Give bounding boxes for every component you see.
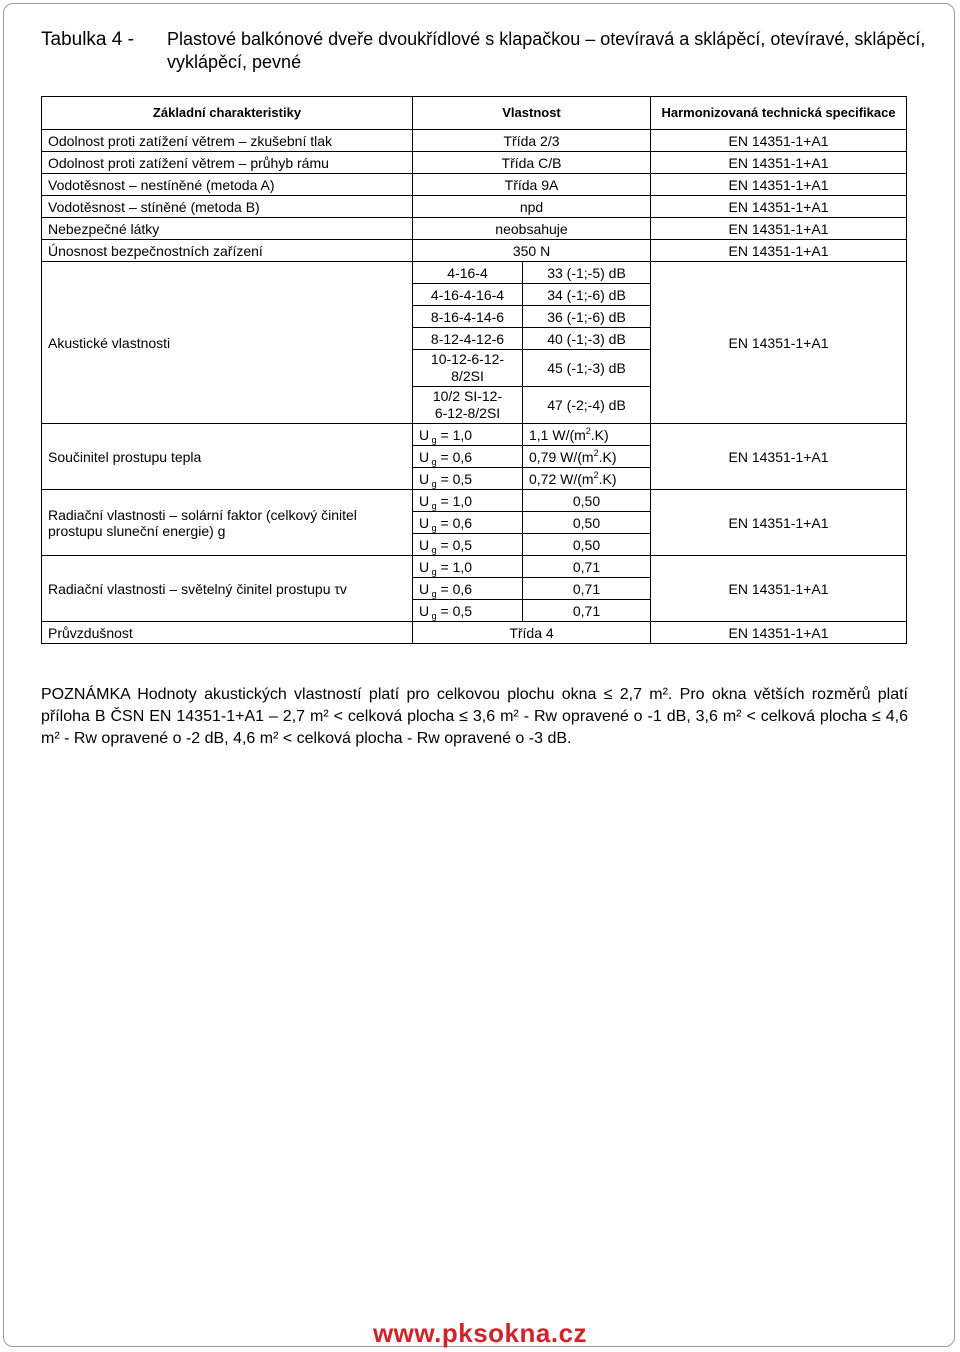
ug-number: = 1,0	[436, 492, 473, 509]
acoustic-name: Akustické vlastnosti	[42, 262, 413, 424]
ug-number: = 0,6	[436, 448, 473, 465]
header-spec: Harmonizovaná technická specifikace	[651, 97, 907, 130]
light-row	[42, 556, 907, 578]
ug-symbol: U	[419, 536, 430, 553]
ug-subscript: g	[429, 434, 437, 445]
ug-number: = 0,5	[436, 536, 473, 553]
solar-value: 0,50	[523, 490, 651, 512]
acoustic-spec: EN 14351-1+A1	[651, 262, 907, 424]
characteristic-name: Únosnost bezpečnostních zařízení	[42, 240, 413, 262]
thermal-spec: EN 14351-1+A1	[651, 424, 907, 490]
exponent: 2	[585, 425, 591, 436]
table-row	[42, 130, 907, 152]
acoustic-value: 34 (-1;-6) dB	[523, 284, 651, 306]
acoustic-value: 40 (-1;-3) dB	[523, 328, 651, 350]
property-value: Třída 9A	[413, 174, 651, 196]
characteristic-name: Vodotěsnost – nestíněné (metoda A)	[42, 174, 413, 196]
solar-row	[42, 490, 907, 512]
ug-value	[413, 468, 523, 490]
property-value: neobsahuje	[413, 218, 651, 240]
header-characteristic: Základní charakteristiky	[42, 97, 413, 130]
ug-number: = 0,6	[436, 580, 473, 597]
header-property: Vlastnost	[413, 97, 651, 130]
table-title: Plastové balkónové dveře dvoukřídlové s klapačkou – otevíravá a sklápěcí, otevíravé, sklápěcí, vyklápěcí, pevné	[167, 29, 926, 72]
table-row	[42, 174, 907, 196]
property-value: npd	[413, 196, 651, 218]
table-row	[42, 240, 907, 262]
characteristic-name: Nebezpečné látky	[42, 218, 413, 240]
spec-value: EN 14351-1+A1	[651, 152, 907, 174]
table-row	[42, 152, 907, 174]
ug-number: = 0,5	[436, 470, 473, 487]
thermal-unit-tail: .K)	[598, 448, 617, 465]
exponent: 2	[593, 447, 599, 458]
glazing-composition: 8-16-4-14-6	[413, 306, 523, 328]
ug-symbol: U	[419, 602, 430, 619]
acoustic-value: 45 (-1;-3) dB	[523, 350, 651, 387]
air-name: Průvzdušnost	[42, 622, 413, 644]
ug-number: = 0,5	[436, 602, 473, 619]
thermal-name: Součinitel prostupu tepla	[42, 424, 413, 490]
ug-number: = 1,0	[436, 426, 473, 443]
spec-value: EN 14351-1+A1	[651, 240, 907, 262]
air-spec: EN 14351-1+A1	[651, 622, 907, 644]
air-row	[42, 622, 907, 644]
spec-value: EN 14351-1+A1	[651, 218, 907, 240]
ug-subscript: g	[429, 478, 437, 489]
thermal-row	[42, 424, 907, 446]
ug-subscript: g	[429, 566, 437, 577]
spec-value: EN 14351-1+A1	[651, 196, 907, 218]
ug-value	[413, 556, 523, 578]
thermal-number: 1,1 W/(m	[529, 426, 586, 443]
ug-symbol: U	[419, 448, 430, 465]
property-value: Třída 2/3	[413, 130, 651, 152]
acoustic-value: 47 (-2;-4) dB	[523, 387, 651, 424]
ug-symbol: U	[419, 492, 430, 509]
spec-value: EN 14351-1+A1	[651, 174, 907, 196]
ug-number: = 1,0	[436, 558, 473, 575]
exponent: 2	[593, 469, 599, 480]
ug-value	[413, 490, 523, 512]
ug-subscript: g	[429, 588, 437, 599]
light-value: 0,71	[523, 556, 651, 578]
table-number: Tabulka 4 -	[41, 29, 134, 50]
characteristic-name: Odolnost proti zatížení větrem – zkušební tlak	[42, 130, 413, 152]
solar-spec: EN 14351-1+A1	[651, 490, 907, 556]
acoustic-value: 33 (-1;-5) dB	[523, 262, 651, 284]
ug-symbol: U	[419, 426, 430, 443]
property-value: Třída C/B	[413, 152, 651, 174]
specification-table	[41, 96, 907, 644]
ug-value	[413, 600, 523, 622]
glazing-composition: 4-16-4	[413, 262, 523, 284]
glazing-composition: 10-12-6-12-8/2SI	[413, 350, 523, 387]
ug-subscript: g	[429, 500, 437, 511]
spec-value: EN 14351-1+A1	[651, 130, 907, 152]
ug-subscript: g	[429, 456, 437, 467]
property-value: 350 N	[413, 240, 651, 262]
thermal-value	[523, 424, 651, 446]
ug-subscript: g	[429, 610, 437, 621]
ug-subscript: g	[429, 544, 437, 555]
thermal-number: 0,79 W/(m	[529, 448, 594, 465]
air-value: Třída 4	[413, 622, 651, 644]
thermal-unit-tail: .K)	[598, 470, 617, 487]
table-row	[42, 196, 907, 218]
light-spec: EN 14351-1+A1	[651, 556, 907, 622]
thermal-unit-tail: .K)	[590, 426, 609, 443]
solar-value: 0,50	[523, 534, 651, 556]
glazing-composition: 4-16-4-16-4	[413, 284, 523, 306]
ug-symbol: U	[419, 558, 430, 575]
glazing-composition: 10/2 SI-12-6-12-8/2SI	[413, 387, 523, 424]
thermal-number: 0,72 W/(m	[529, 470, 594, 487]
light-name: Radiační vlastnosti – světelný činitel prostupu τv	[42, 556, 413, 622]
ug-value	[413, 424, 523, 446]
ug-number: = 0,6	[436, 514, 473, 531]
characteristic-name: Vodotěsnost – stíněné (metoda B)	[42, 196, 413, 218]
ug-subscript: g	[429, 522, 437, 533]
solar-value: 0,50	[523, 512, 651, 534]
table-row	[42, 218, 907, 240]
table-header-row	[42, 97, 907, 130]
light-value: 0,71	[523, 578, 651, 600]
thermal-value	[523, 468, 651, 490]
footer-website[interactable]: www.pksokna.cz	[372, 1318, 588, 1348]
ug-value	[413, 534, 523, 556]
ug-value	[413, 446, 523, 468]
thermal-value	[523, 446, 651, 468]
note-paragraph: POZNÁMKA Hodnoty akustických vlastností platí pro celkovou plochu okna ≤ 2,7 m². Pro okna větších rozměrů platí příloha B ČSN EN 14351-1+A1 – 2,7 m² < celková plocha ≤ 3,6 m² - Rw opravené o -1 dB, 3,6 m² < celková plocha ≤ 4,6 m² - Rw opravené o -2 dB, 4,6 m² < celková plocha - Rw opravené o -3 dB.	[41, 686, 908, 747]
ug-symbol: U	[419, 514, 430, 531]
solar-name: Radiační vlastnosti – solární faktor (celkový činitel prostupu sluneční energie) g	[42, 490, 413, 556]
ug-symbol: U	[419, 580, 430, 597]
light-value: 0,71	[523, 600, 651, 622]
glazing-composition: 8-12-4-12-6	[413, 328, 523, 350]
ug-symbol: U	[419, 470, 430, 487]
acoustic-value: 36 (-1;-6) dB	[523, 306, 651, 328]
ug-value	[413, 578, 523, 600]
characteristic-name: Odolnost proti zatížení větrem – průhyb rámu	[42, 152, 413, 174]
ug-value	[413, 512, 523, 534]
acoustic-row	[42, 262, 907, 284]
